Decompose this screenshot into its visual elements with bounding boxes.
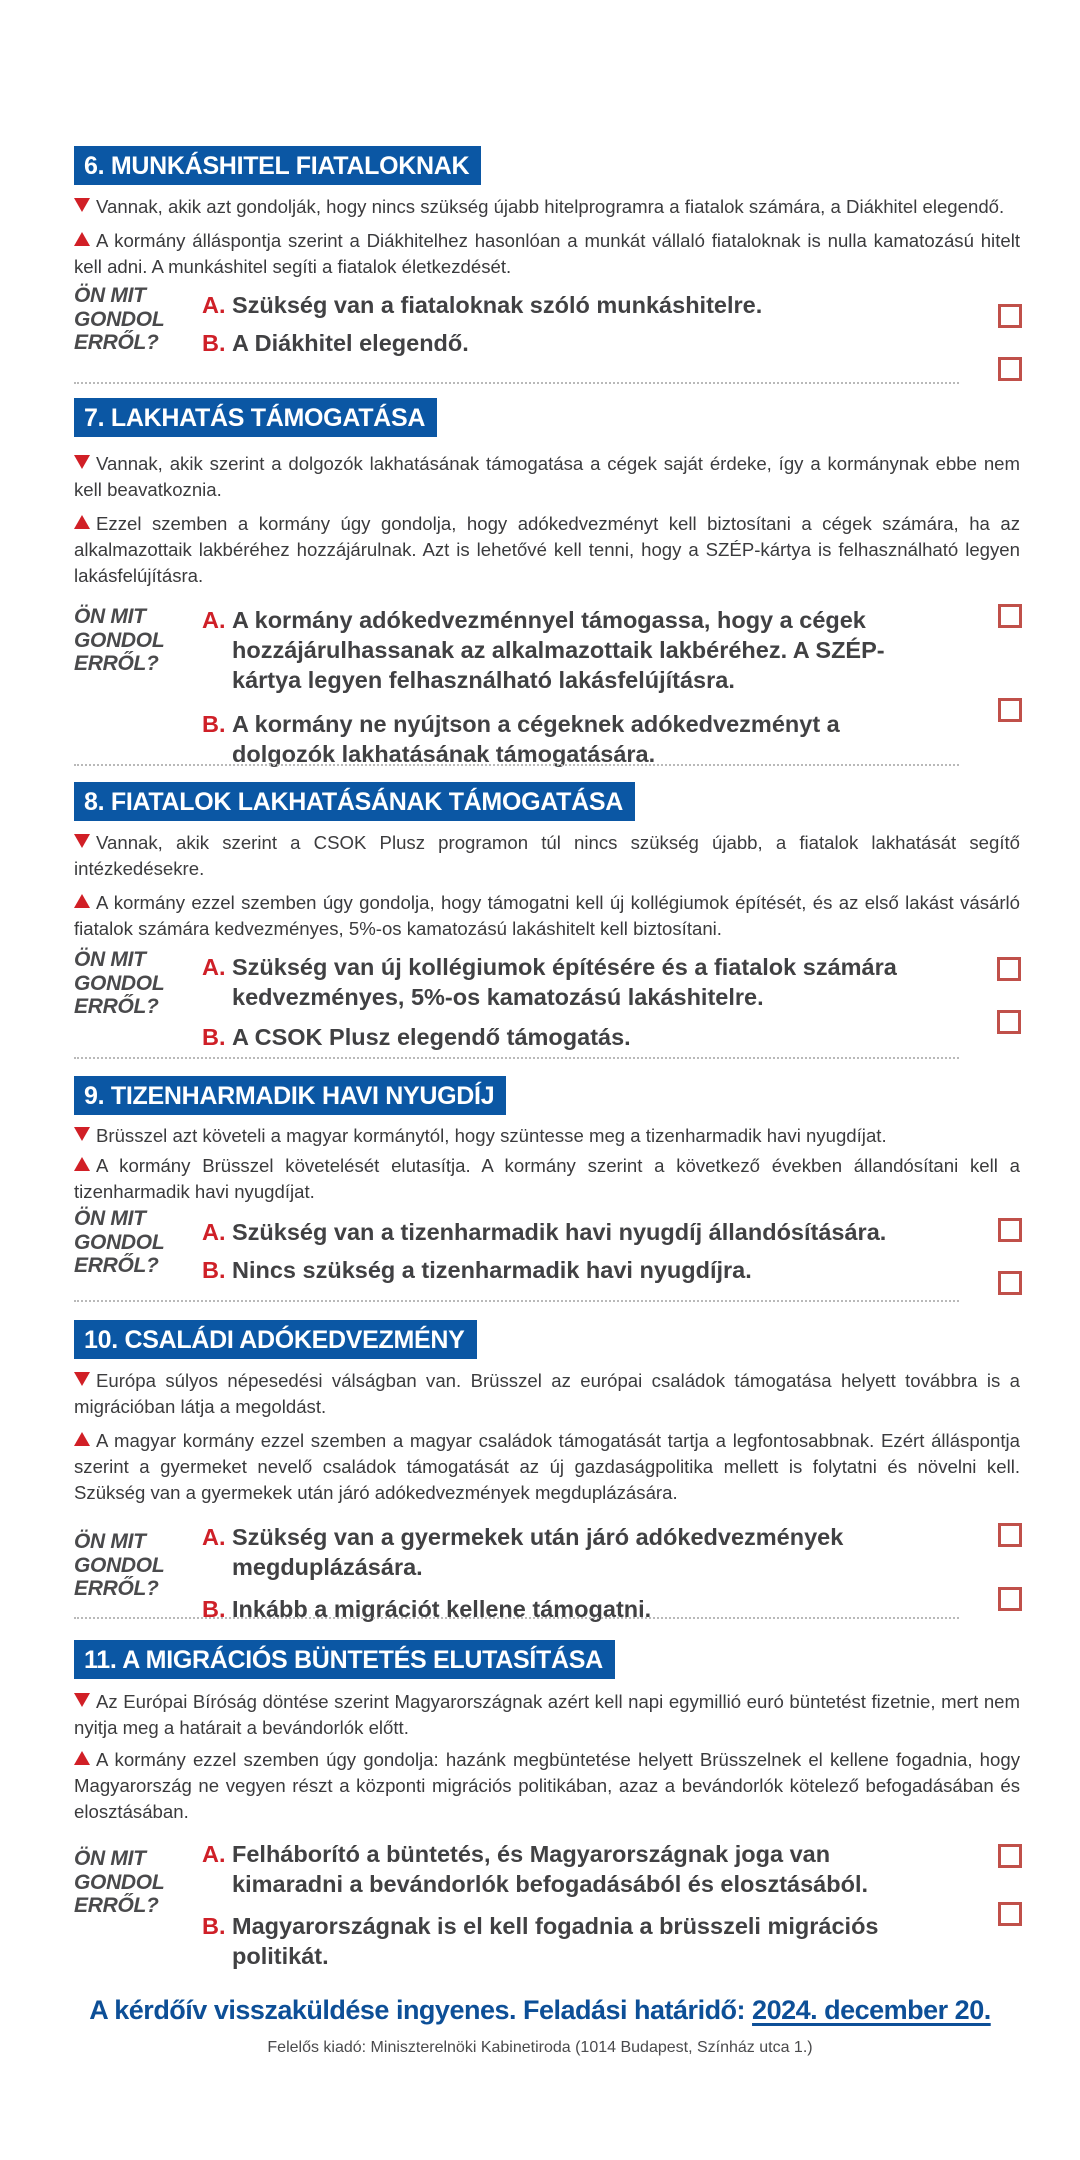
question-block [74,1522,1020,1624]
triangle-up-icon [74,894,90,908]
checkbox-10b[interactable] [998,1587,1022,1611]
divider [74,382,959,384]
checkbox-7b[interactable] [998,698,1022,722]
opposing-view-text: Brüsszel azt követeli a magyar kormánytól, hogy szüntesse meg a tizenharmadik havi nyugdíjat. [96,1125,887,1146]
option-a: A. Szükség van a tizenharmadik havi nyugdíj állandósítására. [202,1219,887,1245]
opposing-view [74,451,1020,503]
option-b: B. Inkább a migrációt kellene támogatni. [202,1596,652,1622]
opposing-view-text: Európa súlyos népesedési válságban van. Brüsszel az európai családok támogatása helyett továbbra is a migrációban látja a megoldást. [74,1370,1020,1417]
opposing-view [74,1368,1020,1420]
checkbox-7a[interactable] [998,604,1022,628]
section-title: 7. LAKHATÁS TÁMOGATÁSA [74,398,437,437]
option-a: A. A kormány adókedvezménnyel támogassa, hogy a cégek hozzájárulhassanak az alkalmazottaik lakbéréhez. A SZÉP-kártya legyen felhasználható lakásfelújításra. [202,607,885,693]
section-9 [74,1076,1020,1285]
section-title: 6. MUNKÁSHITEL FIATALOKNAK [74,146,481,185]
checkbox-8a[interactable] [997,957,1021,981]
government-view-text: A kormány ezzel szemben úgy gondolja: hazánk megbüntetése helyett Brüsszelnek el kellene fogadnia, hogy Magyarország ne vegyen részt a központi migrációs politikában, azaz a bevándorlók kötelező befogadásában és elosztásában. [74,1749,1020,1822]
section-10 [74,1320,1020,1624]
triangle-down-icon [74,455,90,469]
section-title: 9. TIZENHARMADIK HAVI NYUGDÍJ [74,1076,506,1115]
triangle-up-icon [74,515,90,529]
checkbox-6b[interactable] [998,357,1022,381]
government-view [74,1747,1020,1825]
option-b: B. Magyarországnak is el kell fogadnia a brüsszeli migrációs politikát. [202,1913,879,1969]
deadline-date: 2024. december 20. [752,1995,991,2025]
option-a: A. Szükség van a fiataloknak szóló munkáshitelre. [202,292,763,318]
divider [74,1300,959,1302]
question-block [74,605,1020,769]
opposing-view [74,830,1020,882]
option-b: B. A kormány ne nyújtson a cégeknek adókedvezményt a dolgozók lakhatásának támogatására. [202,711,840,767]
opposing-view [74,194,1020,220]
section-7 [74,398,1020,769]
question-block [74,284,1020,358]
divider [74,1617,959,1619]
government-view-text: Ezzel szemben a kormány úgy gondolja, hogy adókedvezményt kell biztosítani a cégek számára, ha az alkalmazottaik lakbéréhez hozzájárulnak. Azt is lehetővé kell tenni, hogy a SZÉP-kártya is felhasználható legyen lakásfelújításra. [74,513,1020,586]
checkbox-11a[interactable] [998,1844,1022,1868]
triangle-up-icon [74,1432,90,1446]
section-title: 8. FIATALOK LAKHATÁSÁNAK TÁMOGATÁSA [74,782,635,821]
opposing-view-text: Vannak, akik azt gondolják, hogy nincs szükség újabb hitelprogramra a fiatalok számára, a Diákhitel elegendő. [96,196,1005,217]
ask-label: ÖN MIT GONDOL ERRŐL? [74,948,165,1018]
opposing-view-text: Az Európai Bíróság döntése szerint Magyarországnak azért kell napi egymillió euró büntetést fizetnie, mert nem nyitja meg a határait a bevándorlók előtt. [74,1691,1020,1738]
government-view-text: A magyar kormány ezzel szemben a magyar családok támogatását tartja a legfontosabbnak. Ezért álláspontja szerint a gyermeket nevelő családok támogatását az új gazdaságpolitika mellett is folytatni és növelni kell. Szükség van a gyermekek után járó adókedvezmények megduplázására. [74,1430,1020,1503]
ask-label: ÖN MIT GONDOL ERRŐL? [74,1207,165,1277]
section-title: 10. CSALÁDI ADÓKEDVEZMÉNY [74,1320,477,1359]
ask-label: ÖN MIT GONDOL ERRŐL? [74,1847,165,1917]
opposing-view [74,1123,1020,1149]
notice-text: A kérdőív visszaküldése ingyenes. Feladási határidő: [89,1995,753,2025]
opposing-view-text: Vannak, akik szerint a CSOK Plusz programon túl nincs szükség újabb, a fiatalok lakhatását segítő intézkedésekre. [74,832,1020,879]
government-view-text: A kormány álláspontja szerint a Diákhitelhez hasonlóan a munkát vállaló fiataloknak is nulla kamatozású hitelt kell adni. A munkáshitel segíti a fiatalok életkezdését. [74,230,1020,277]
triangle-down-icon [74,1693,90,1707]
government-view [74,511,1020,589]
government-view [74,890,1020,942]
question-block [74,1839,1020,1971]
option-b: B. A CSOK Plusz elegendő támogatás. [202,1024,631,1050]
divider [74,1057,959,1059]
checkbox-11b[interactable] [998,1902,1022,1926]
triangle-down-icon [74,1127,90,1141]
triangle-down-icon [74,1372,90,1386]
section-title: 11. A MIGRÁCIÓS BÜNTETÉS ELUTASÍTÁSA [74,1640,615,1679]
section-8 [74,782,1020,1052]
government-view [74,1153,1020,1205]
government-view-text: A kormány Brüsszel követelését elutasítja. A kormány szerint a következő években állandósítani kell a tizenharmadik havi nyugdíjat. [74,1155,1020,1202]
section-11 [74,1640,1020,1971]
option-b: B. Nincs szükség a tizenharmadik havi nyugdíjra. [202,1257,752,1283]
government-view-text: A kormány ezzel szemben úgy gondolja, hogy támogatni kell új kollégiumok építését, és az első lakást vásárló fiatalok számára kedvezményes, 5%-os kamatozású lakáshitelt kell biztosítani. [74,892,1020,939]
triangle-down-icon [74,198,90,212]
checkbox-6a[interactable] [998,304,1022,328]
ask-label: ÖN MIT GONDOL ERRŐL? [74,284,165,354]
checkbox-9b[interactable] [998,1271,1022,1295]
option-a: A. Szükség van új kollégiumok építésére és a fiatalok számára kedvezményes, 5%-os kamatozású lakáshitelre. [202,954,897,1010]
option-a: A. Felháborító a büntetés, és Magyarországnak joga van kimaradni a bevándorlók befogadásából és elosztásából. [202,1841,869,1897]
option-a: A. Szükség van a gyermekek után járó adókedvezmények megduplázására. [202,1524,844,1580]
government-view [74,1428,1020,1506]
section-6 [74,146,1020,358]
triangle-up-icon [74,232,90,246]
opposing-view [74,1689,1020,1741]
government-view [74,228,1020,280]
option-b: B. A Diákhitel elegendő. [202,330,469,356]
opposing-view-text: Vannak, akik szerint a dolgozók lakhatásának támogatása a cégek saját érdeke, így a kormánynak ebbe nem kell beavatkoznia. [74,453,1020,500]
question-block [74,1207,1020,1285]
triangle-up-icon [74,1751,90,1765]
checkbox-9a[interactable] [998,1218,1022,1242]
question-block [74,948,1020,1052]
ask-label: ÖN MIT GONDOL ERRŐL? [74,605,165,675]
return-deadline-notice [0,1995,1080,2026]
publisher-info: Felelős kiadó: Miniszterelnöki Kabinetiroda (1014 Budapest, Színház utca 1.) [267,2039,813,2056]
triangle-down-icon [74,834,90,848]
triangle-up-icon [74,1157,90,1171]
checkbox-10a[interactable] [998,1523,1022,1547]
ask-label: ÖN MIT GONDOL ERRŐL? [74,1530,165,1600]
checkbox-8b[interactable] [997,1010,1021,1034]
divider [74,764,959,766]
